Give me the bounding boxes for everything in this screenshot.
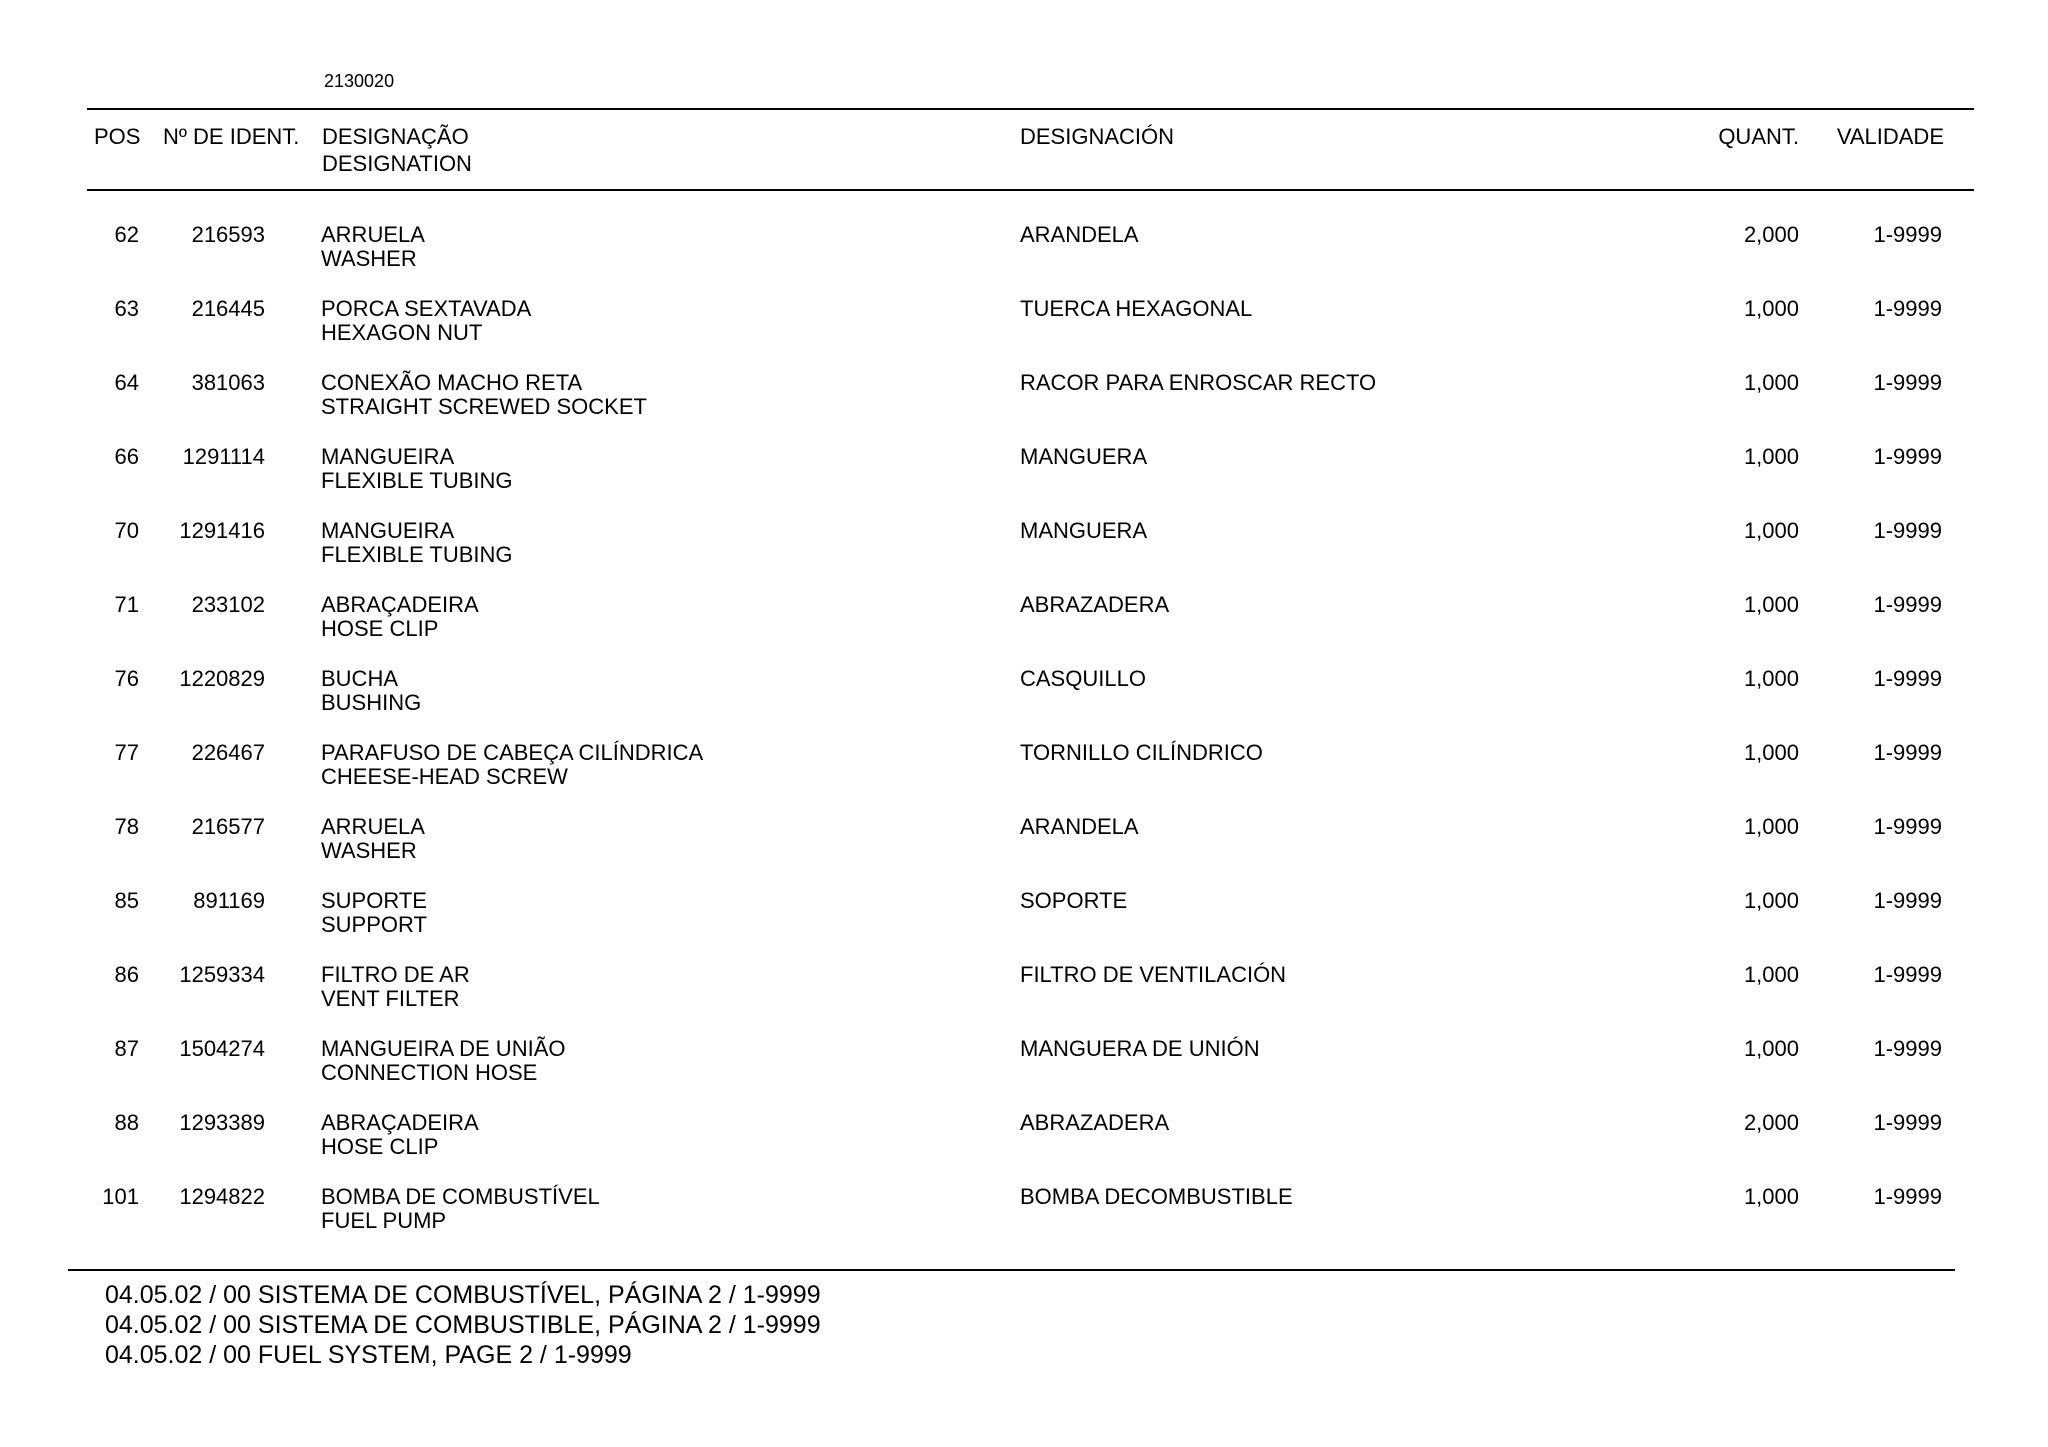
row-designation-pt: ABRAÇADEIRA: [321, 592, 479, 617]
row-pos: 77: [114, 740, 139, 765]
table-row: [0, 1185, 2048, 1259]
table-row: [0, 593, 2048, 667]
row-ident: 891169: [193, 888, 265, 913]
header-designation-en: DESIGNATION: [322, 151, 472, 176]
row-pos: 66: [114, 444, 139, 469]
row-designacion: ARANDELA: [1020, 222, 1139, 247]
row-designacion: ABRAZADERA: [1020, 1110, 1170, 1135]
row-designation-pt: ARRUELA: [321, 814, 425, 839]
row-quant: 1,000: [1743, 518, 1799, 543]
row-quant: 1,000: [1743, 1184, 1799, 1209]
row-designation: [321, 445, 513, 493]
table-row: [0, 741, 2048, 815]
table-row: [0, 223, 2048, 297]
row-quant: 1,000: [1743, 888, 1799, 913]
table-row: [0, 815, 2048, 889]
header-ident: Nº DE IDENT.: [163, 124, 300, 149]
footer-line-es: 04.05.02 / 00 SISTEMA DE COMBUSTIBLE, PÁGINA 2 / 1-9999: [105, 1311, 821, 1339]
row-ident: 1220829: [179, 666, 265, 691]
row-validade: 1-9999: [1873, 666, 1942, 691]
table-row: [0, 1037, 2048, 1111]
row-designation: [321, 667, 421, 715]
row-designacion: MANGUERA: [1020, 518, 1148, 543]
row-designation-pt: ARRUELA: [321, 222, 425, 247]
row-designation: [321, 1185, 600, 1233]
row-designation: [321, 741, 703, 789]
header-designacion: DESIGNACIÓN: [1020, 124, 1175, 149]
row-quant: 1,000: [1743, 740, 1799, 765]
row-validade: 1-9999: [1873, 1036, 1942, 1061]
row-quant: 1,000: [1743, 666, 1799, 691]
row-designation-pt: PARAFUSO DE CABEÇA CILÍNDRICA: [321, 740, 704, 765]
row-quant: 2,000: [1743, 222, 1799, 247]
page-footer: [105, 1280, 821, 1370]
row-designation-en: SUPPORT: [321, 912, 427, 937]
row-ident: 216593: [191, 222, 265, 247]
table-row: [0, 519, 2048, 593]
row-designation-en: CONNECTION HOSE: [321, 1060, 538, 1085]
row-ident: 216445: [191, 296, 265, 321]
header-designation: [322, 123, 472, 177]
row-pos: 62: [114, 222, 139, 247]
table-row: [0, 445, 2048, 519]
row-designacion: TUERCA HEXAGONAL: [1020, 296, 1253, 321]
footer-divider: [68, 1269, 1955, 1271]
row-quant: 1,000: [1743, 814, 1799, 839]
document-code: 2130020: [324, 71, 395, 91]
row-designacion: ARANDELA: [1020, 814, 1139, 839]
row-designation: [321, 519, 513, 567]
row-designacion: CASQUILLO: [1020, 666, 1146, 691]
row-validade: 1-9999: [1873, 1110, 1942, 1135]
row-pos: 76: [114, 666, 139, 691]
row-validade: 1-9999: [1873, 814, 1942, 839]
row-ident: 1291416: [179, 518, 265, 543]
row-designation-pt: SUPORTE: [321, 888, 427, 913]
row-designation: [321, 815, 425, 863]
footer-line-pt: 04.05.02 / 00 SISTEMA DE COMBUSTÍVEL, PÁGINA 2 / 1-9999: [105, 1281, 821, 1309]
row-designation-en: FLEXIBLE TUBING: [321, 468, 513, 493]
row-ident: 1259334: [179, 962, 265, 987]
row-ident: 1293389: [179, 1110, 265, 1135]
row-validade: 1-9999: [1873, 888, 1942, 913]
row-pos: 64: [114, 370, 139, 395]
row-pos: 86: [114, 962, 139, 987]
row-pos: 88: [114, 1110, 139, 1135]
row-designation-pt: BUCHA: [321, 666, 399, 691]
row-designacion: FILTRO DE VENTILACIÓN: [1020, 962, 1287, 987]
row-designacion: ABRAZADERA: [1020, 592, 1170, 617]
row-validade: 1-9999: [1873, 1184, 1942, 1209]
row-designation-pt: PORCA SEXTAVADA: [321, 296, 532, 321]
row-designation-pt: CONEXÃO MACHO RETA: [321, 370, 583, 395]
row-quant: 1,000: [1743, 592, 1799, 617]
row-designation-en: VENT FILTER: [321, 986, 460, 1011]
row-ident: 1291114: [182, 444, 265, 469]
row-designation-pt: BOMBA DE COMBUSTÍVEL: [321, 1184, 600, 1209]
row-ident: 216577: [191, 814, 265, 839]
row-validade: 1-9999: [1873, 518, 1942, 543]
row-validade: 1-9999: [1873, 740, 1942, 765]
row-designation: [321, 593, 479, 641]
row-validade: 1-9999: [1873, 444, 1942, 469]
row-ident: 233102: [191, 592, 265, 617]
row-designacion: RACOR PARA ENROSCAR RECTO: [1020, 370, 1377, 395]
row-designation-en: STRAIGHT SCREWED SOCKET: [321, 394, 647, 419]
footer-line-en: 04.05.02 / 00 FUEL SYSTEM, PAGE 2 / 1-9999: [105, 1341, 632, 1369]
header-designation-pt: DESIGNAÇÃO: [322, 124, 469, 149]
row-designation: [321, 1037, 565, 1085]
row-designacion: MANGUERA: [1020, 444, 1148, 469]
row-designation-en: WASHER: [321, 246, 417, 271]
row-ident: 1294822: [179, 1184, 265, 1209]
row-pos: 70: [114, 518, 139, 543]
table-row: [0, 371, 2048, 445]
table-row: [0, 1111, 2048, 1185]
top-divider: [87, 108, 1974, 110]
header-pos: POS: [94, 124, 141, 149]
row-designation-en: WASHER: [321, 838, 417, 863]
row-designation-en: HOSE CLIP: [321, 1134, 439, 1159]
row-designation: [321, 889, 427, 937]
row-designation: [321, 223, 425, 271]
row-designation: [321, 297, 531, 345]
row-validade: 1-9999: [1873, 370, 1942, 395]
row-pos: 101: [102, 1184, 139, 1209]
table-row: [0, 889, 2048, 963]
row-designation-pt: ABRAÇADEIRA: [321, 1110, 479, 1135]
row-designation: [321, 963, 470, 1011]
row-designacion: SOPORTE: [1020, 888, 1128, 913]
parts-table: [0, 223, 2048, 1259]
table-row: [0, 297, 2048, 371]
row-quant: 1,000: [1743, 962, 1799, 987]
row-designation-pt: MANGUEIRA DE UNIÃO: [321, 1036, 566, 1061]
row-pos: 87: [114, 1036, 139, 1061]
row-designation-en: HEXAGON NUT: [321, 320, 483, 345]
row-designation-en: BUSHING: [321, 690, 422, 715]
row-validade: 1-9999: [1873, 296, 1942, 321]
row-designation-pt: MANGUEIRA: [321, 444, 455, 469]
row-quant: 1,000: [1743, 370, 1799, 395]
row-pos: 63: [114, 296, 139, 321]
header-divider: [87, 189, 1974, 191]
row-designation-pt: MANGUEIRA: [321, 518, 455, 543]
row-pos: 85: [114, 888, 139, 913]
row-designation: [321, 371, 647, 419]
row-designacion: BOMBA DECOMBUSTIBLE: [1020, 1184, 1293, 1209]
row-designacion: TORNILLO CILÍNDRICO: [1020, 740, 1263, 765]
row-quant: 1,000: [1743, 296, 1799, 321]
row-designation: [321, 1111, 479, 1159]
row-ident: 1504274: [179, 1036, 265, 1061]
row-designation-en: FLEXIBLE TUBING: [321, 542, 513, 567]
row-validade: 1-9999: [1873, 962, 1942, 987]
table-row: [0, 963, 2048, 1037]
row-pos: 78: [114, 814, 139, 839]
row-designation-en: HOSE CLIP: [321, 616, 439, 641]
table-row: [0, 667, 2048, 741]
row-quant: 1,000: [1743, 444, 1799, 469]
row-ident: 226467: [191, 740, 265, 765]
row-designation-en: FUEL PUMP: [321, 1208, 447, 1233]
header-quant: QUANT.: [1718, 124, 1799, 149]
row-pos: 71: [114, 592, 139, 617]
row-designacion: MANGUERA DE UNIÓN: [1020, 1036, 1260, 1061]
row-quant: 1,000: [1743, 1036, 1799, 1061]
row-designation-pt: FILTRO DE AR: [321, 962, 470, 987]
row-validade: 1-9999: [1873, 592, 1942, 617]
row-quant: 2,000: [1743, 1110, 1799, 1135]
row-designation-en: CHEESE-HEAD SCREW: [321, 764, 568, 789]
header-validade: VALIDADE: [1836, 124, 1944, 149]
row-validade: 1-9999: [1873, 222, 1942, 247]
row-ident: 381063: [191, 370, 265, 395]
